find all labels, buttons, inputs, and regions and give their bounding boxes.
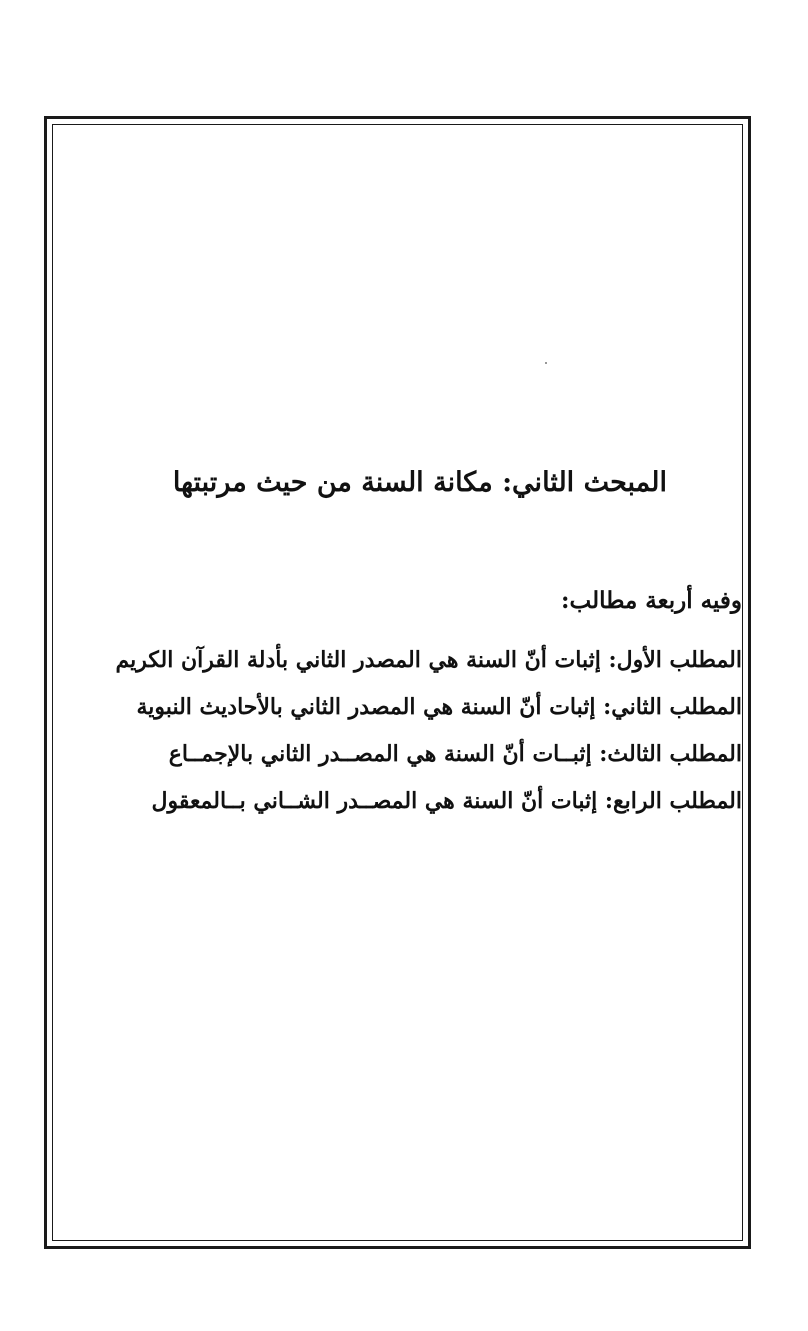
chapter-heading: المبحث الثاني: مكانة السنة من حيث مرتبتها (172, 467, 667, 498)
section-item-1: المطلب الأول: إثبات أنّ السنة هي المصدر الثاني بأدلة القرآن الكريم (115, 647, 742, 673)
section-item-3: المطلب الثالث: إثبــات أنّ السنة هي المصــدر الثاني بالإجمــاع (168, 741, 742, 767)
page-border-inner (52, 124, 743, 1241)
intro-line: وفيه أربعة مطالب: (561, 587, 742, 614)
ink-speck (545, 362, 547, 364)
section-item-4: المطلب الرابع: إثبات أنّ السنة هي المصــدر الشــاني بــالمعقول (151, 788, 742, 814)
page-border-outer (44, 116, 751, 1249)
page-content (53, 125, 742, 1240)
section-list (53, 637, 742, 825)
section-item-2: المطلب الثاني: إثبات أنّ السنة هي المصدر الثاني بالأحاديث النبوية (136, 694, 742, 720)
